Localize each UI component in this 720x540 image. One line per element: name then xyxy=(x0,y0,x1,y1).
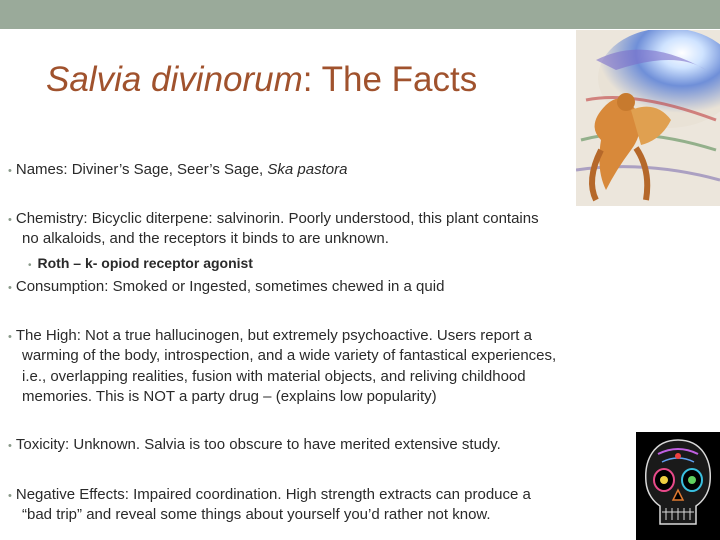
sugar-skull-svg xyxy=(636,432,720,540)
sugar-skull-image xyxy=(636,432,720,540)
bullet-dot: • xyxy=(8,165,12,177)
consumption-text: Consumption: Smoked or Ingested, sometimes chewed in a quid xyxy=(15,278,445,295)
chemistry-line-2: no alkaloids, and the receptors it binds to are unknown. xyxy=(22,230,389,247)
bullet-dot: • xyxy=(8,214,12,226)
bullet-high xyxy=(8,326,532,347)
high-line-1: The High: Not a true hallucinogen, but extremely psychoactive. Users report a xyxy=(15,327,532,344)
high-line-2: warming of the body, introspection, and a wide variety of fantastical experiences, xyxy=(22,347,557,364)
psychedelic-art-image xyxy=(576,30,720,206)
roth-text: Roth – k- opiod receptor agonist xyxy=(37,255,253,271)
names-text: Names: Diviner’s Sage, Seer’s Sage, xyxy=(15,161,268,178)
bullet-consumption xyxy=(8,277,444,298)
bullet-dot: • xyxy=(8,282,12,294)
bullet-negative xyxy=(8,485,531,506)
bullet-toxicity xyxy=(8,435,501,456)
high-line-3: i.e., overlapping realities, fusion with material objects, and reliving childhood xyxy=(22,368,526,385)
bullet-names xyxy=(8,160,347,181)
header-accent-bar xyxy=(0,0,720,29)
slide-title xyxy=(46,60,477,100)
sub-bullet-roth xyxy=(28,253,253,276)
title-italic: Salvia divinorum xyxy=(46,60,303,99)
high-line-4: memories. This is NOT a party drug – (explains low popularity) xyxy=(22,388,437,405)
chemistry-line-1: Chemistry: Bicyclic diterpene: salvinorin. Poorly understood, this plant contains xyxy=(15,210,539,227)
bullet-chemistry xyxy=(8,209,539,230)
bullet-dot: • xyxy=(8,490,12,502)
negative-line-2: “bad trip” and reveal some things about yourself you’d rather not know. xyxy=(22,506,491,523)
psychedelic-art-svg xyxy=(576,30,720,206)
title-rest: : The Facts xyxy=(302,60,478,99)
toxicity-text: Toxicity: Unknown. Salvia is too obscure to have merited extensive study. xyxy=(15,436,501,453)
negative-line-1: Negative Effects: Impaired coordination. High strength extracts can produce a xyxy=(15,486,531,503)
bullet-dot: • xyxy=(8,440,12,452)
sub-bullet-dot: • xyxy=(28,260,32,271)
bullet-dot: • xyxy=(8,331,12,343)
names-italic: Ska pastora xyxy=(267,161,348,178)
